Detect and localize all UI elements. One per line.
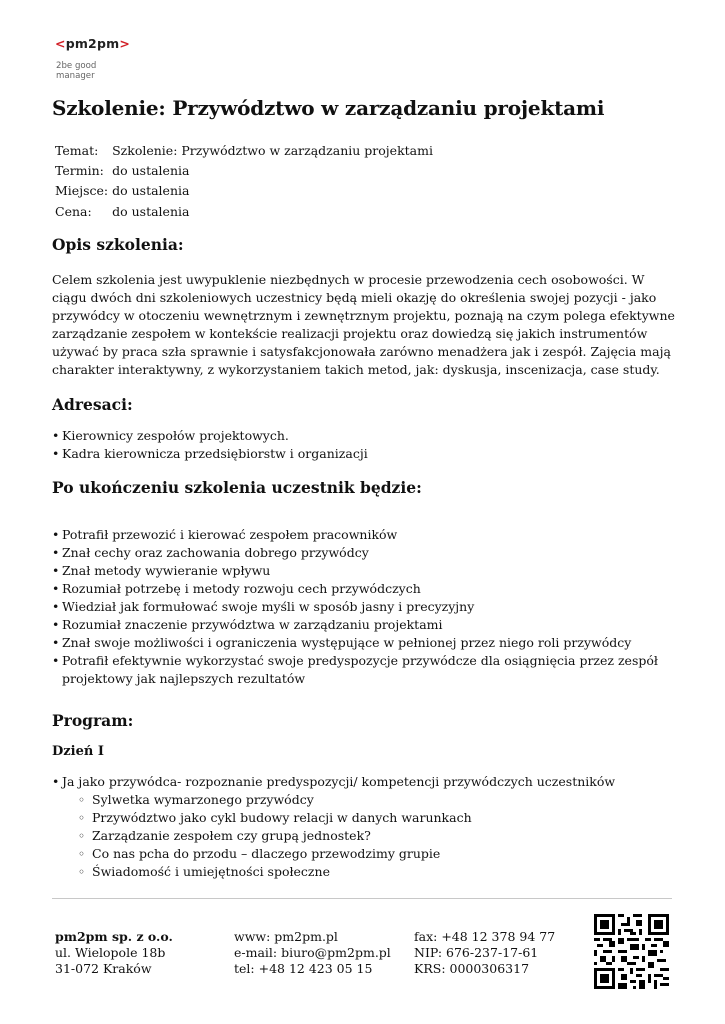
list-item: • Wiedział jak formułować swoje myśli w sposób jasny i precyzyjny <box>52 598 682 616</box>
program-list <box>52 773 682 881</box>
list-item: • Kadra kierownicza przedsiębiorstw i organizacji <box>52 445 682 463</box>
footer-company-name: pm2pm sp. z o.o. <box>55 929 173 944</box>
footer-divider <box>52 898 672 899</box>
footer-nip: NIP: 676-237-17-61 <box>414 945 539 960</box>
sublist-item: ◦ Przywództwo jako cykl budowy relacji w danych warunkach <box>78 809 682 827</box>
list-item: • Znał cechy oraz zachowania dobrego przywódcy <box>52 544 682 562</box>
detail-value: Szkolenie: Przywództwo w zarządzaniu projektami <box>112 142 433 158</box>
detail-label: Termin: <box>55 162 104 178</box>
program-sublist <box>62 791 682 881</box>
footer-address <box>55 929 173 977</box>
sublist-item: ◦ Świadomość i umiejętności społeczne <box>78 863 682 881</box>
list-item: • Znał metody wywieranie wpływu <box>52 562 682 580</box>
sublist-item: ◦ Co nas pcha do przodu – dlaczego przewodzimy grupie <box>78 845 682 863</box>
footer-city: 31-072 Kraków <box>55 961 152 976</box>
qr-code-icon <box>594 914 669 989</box>
list-item: • Rozumiał potrzebę i metody rozwoju cech przywódczych <box>52 580 682 598</box>
section-heading-description: Opis szkolenia: <box>52 235 184 254</box>
footer-krs: KRS: 0000306317 <box>414 961 530 976</box>
logo-tagline: 2be good manager <box>56 61 97 81</box>
detail-value: do ustalenia <box>112 183 190 199</box>
footer-email-link[interactable]: e-mail: biuro@pm2pm.pl <box>234 945 391 960</box>
list-item: • Kierownicy zespołów projektowych. <box>52 427 682 445</box>
detail-row-place <box>53 181 435 201</box>
detail-row-price <box>53 201 435 221</box>
company-logo <box>55 36 130 81</box>
detail-label: Cena: <box>55 203 92 219</box>
list-item: • Rozumiał znaczenie przywództwa w zarządzaniu projektami <box>52 616 682 634</box>
detail-label: Temat: <box>55 142 99 158</box>
detail-row-date <box>53 160 435 180</box>
footer-fax: fax: +48 12 378 94 77 <box>414 929 556 944</box>
detail-value: do ustalenia <box>112 203 190 219</box>
section-heading-outcomes: Po ukończeniu szkolenia uczestnik będzie: <box>52 478 422 497</box>
description-paragraph: Celem szkolenia jest uwypuklenie niezbędnych w procesie przewodzenia cech osobowości. W ciągu dwóch dni szkoleniowych uczestnicy będą mieli okazję do określenia swojej pozycji - jako przywódcy w otoczeniu wewnętrznym i zewnętrznym projektu, poznają na czym polega efektywne zarządzanie zespołem w kontekście realizacji projektu oraz dowiedzą się jakich instrumentów używać by praca szła sprawnie i satysfakcjonowała zarówno menadżera jak i zespół. Zajęcia mają charakter interaktywny, z wykorzystaniem takich metod, jak: dyskusja, inscenizacja, case study. <box>52 272 675 377</box>
page-title: Szkolenie: Przywództwo w zarządzaniu projektami <box>52 96 605 120</box>
footer-phone: tel: +48 12 423 05 15 <box>234 961 373 976</box>
sublist-item: ◦ Sylwetka wymarzonego przywódcy <box>78 791 682 809</box>
list-item: • Znał swoje możliwości i ograniczenia występujące w pełnionej przez niego roli przywódcy <box>52 634 682 652</box>
program-day-heading: Dzień I <box>52 744 104 759</box>
program-item-text: Ja jako przywódca- rozpoznanie predyspozycji/ kompetencji przywódczych uczestników <box>62 774 616 789</box>
footer-www-link[interactable]: www: pm2pm.pl <box>234 929 338 944</box>
list-item: • Potrafił przewozić i kierować zespołem pracowników <box>52 526 682 544</box>
footer-street: ul. Wielopole 18b <box>55 945 166 960</box>
outcomes-list <box>52 526 682 688</box>
footer-registration <box>414 929 555 977</box>
footer-contact <box>234 929 391 977</box>
detail-value: do ustalenia <box>112 162 190 178</box>
section-heading-program: Program: <box>52 711 134 730</box>
list-item: • Potrafił efektywnie wykorzystać swoje predyspozycje przywódcze dla osiągnięcia przez zespół projektowy jak najlepszych rezultatów <box>52 652 682 688</box>
audience-list <box>52 427 682 463</box>
detail-label: Miejsce: <box>55 183 109 199</box>
sublist-item: ◦ Zarządzanie zespołem czy grupą jednostek? <box>78 827 682 845</box>
list-item <box>52 773 682 881</box>
detail-row-topic <box>53 140 435 160</box>
training-details-table <box>53 140 435 221</box>
logo-wordmark: <pm2pm> <box>55 36 131 51</box>
section-heading-audience: Adresaci: <box>52 395 133 414</box>
